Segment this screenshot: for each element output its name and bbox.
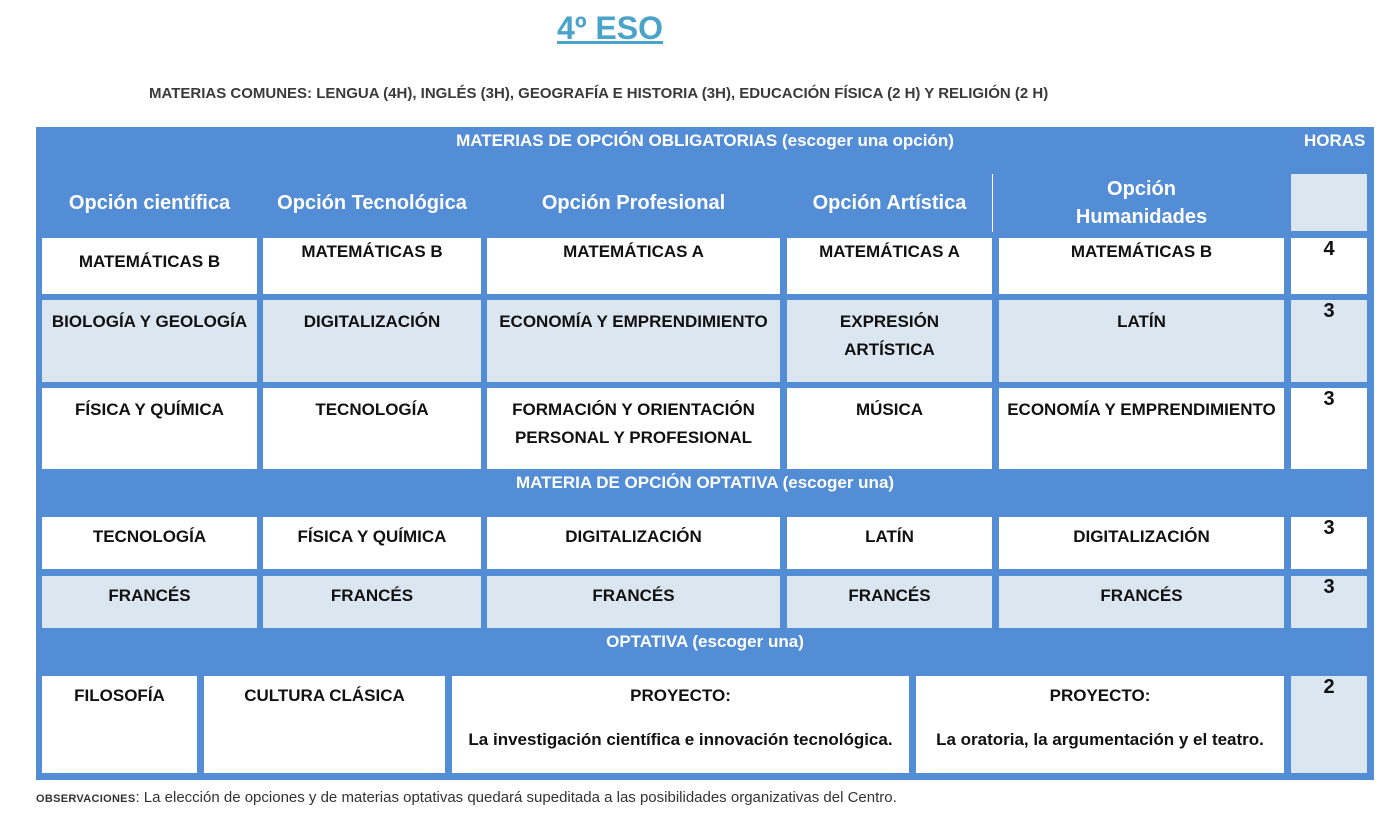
cell-o1-c1: TECNOLOGÍA <box>42 517 257 569</box>
observations <box>36 789 897 806</box>
cell-o2-c3: FRANCÉS <box>487 576 780 628</box>
page-title: 4º ESO <box>557 10 663 46</box>
proyecto-2-description: La oratoria, la argumentación y el teatro. <box>936 730 1264 749</box>
proyecto-2-title: PROYECTO: <box>1049 686 1151 705</box>
cell-o1-c5: DIGITALIZACIÓN <box>999 517 1284 569</box>
header-profesional: Opción Profesional <box>541 192 726 214</box>
hours-o1: 3 <box>1291 517 1367 569</box>
header-artistica: Opción Artística <box>812 192 967 214</box>
cell-o1-c4: LATÍN <box>787 517 992 569</box>
cell-o2-c1: FRANCÉS <box>42 576 257 628</box>
observations-text: : La elección de opciones y de materias optativas quedará supeditada a las posibilidades organizativas del Centro. <box>135 789 897 806</box>
hours-final: 2 <box>1291 676 1367 773</box>
cell-proyecto-1 <box>452 676 909 773</box>
header-tecnologica: Opción Tecnológica <box>277 192 467 214</box>
cell-o2-c5: FRANCÉS <box>999 576 1284 628</box>
header-cientifica: Opción científica <box>68 192 231 214</box>
horas-header: HORAS <box>1304 131 1366 150</box>
cell-filosofia: FILOSOFÍA <box>42 676 197 773</box>
proyecto-1-title: PROYECTO: <box>630 686 731 705</box>
observations-label: OBSERVACIONES <box>36 793 136 805</box>
cell-r2-c5: LATÍN <box>999 300 1284 382</box>
subjects-table <box>36 127 1374 780</box>
hours-r2: 3 <box>1291 300 1367 382</box>
header-humanidades: Opción Humanidades <box>1075 178 1208 228</box>
cell-r3-c5: ECONOMÍA Y EMPRENDIMIENTO <box>999 388 1284 469</box>
cell-o1-c2: FÍSICA Y QUÍMICA <box>263 517 481 569</box>
band-optativa-opcion: MATERIA DE OPCIÓN OPTATIVA (escoger una) <box>515 473 895 492</box>
cell-r3-c4: MÚSICA <box>787 388 992 469</box>
cell-r1-c2: MATEMÁTICAS B <box>263 238 481 294</box>
hours-r1: 4 <box>1291 238 1367 294</box>
cell-o2-c2: FRANCÉS <box>263 576 481 628</box>
cell-r2-c3: ECONOMÍA Y EMPRENDIMIENTO <box>487 300 780 382</box>
cell-o2-c4: FRANCÉS <box>787 576 992 628</box>
cell-r1-c3: MATEMÁTICAS A <box>487 238 780 294</box>
cell-cultura-clasica: CULTURA CLÁSICA <box>204 676 445 773</box>
cell-r3-c1: FÍSICA Y QUÍMICA <box>42 388 257 469</box>
cell-r2-c2: DIGITALIZACIÓN <box>263 300 481 382</box>
cell-r1-c4: MATEMÁTICAS A <box>787 238 992 294</box>
cell-o1-c3: DIGITALIZACIÓN <box>487 517 780 569</box>
cell-r1-c5: MATEMÁTICAS B <box>999 238 1284 294</box>
cell-r3-c2: TECNOLOGÍA <box>263 388 481 469</box>
header-hours-cell <box>1291 174 1367 231</box>
band-optativa: OPTATIVA (escoger una) <box>606 632 804 651</box>
hours-o2: 3 <box>1291 576 1367 628</box>
band-obligatorias: MATERIAS DE OPCIÓN OBLIGATORIAS (escoger una opción) <box>456 131 954 150</box>
hours-r3: 3 <box>1291 388 1367 469</box>
cell-r1-c1: MATEMÁTICAS B <box>42 238 257 294</box>
cell-r2-c1: BIOLOGÍA Y GEOLOGÍA <box>42 300 257 382</box>
header-divider <box>992 174 993 232</box>
proyecto-1-description: La investigación científica e innovación tecnológica. <box>468 730 893 749</box>
common-subjects: MATERIAS COMUNES: LENGUA (4H), INGLÉS (3H), GEOGRAFÍA E HISTORIA (3H), EDUCACIÓN FÍSICA (2 H) Y RELIGIÓN (2 H) <box>149 85 1049 102</box>
cell-r3-c3: FORMACIÓN Y ORIENTACIÓN PERSONAL Y PROFESIONAL <box>487 388 780 469</box>
cell-r2-c4: EXPRESIÓN ARTÍSTICA <box>787 300 992 382</box>
cell-proyecto-2 <box>916 676 1284 773</box>
